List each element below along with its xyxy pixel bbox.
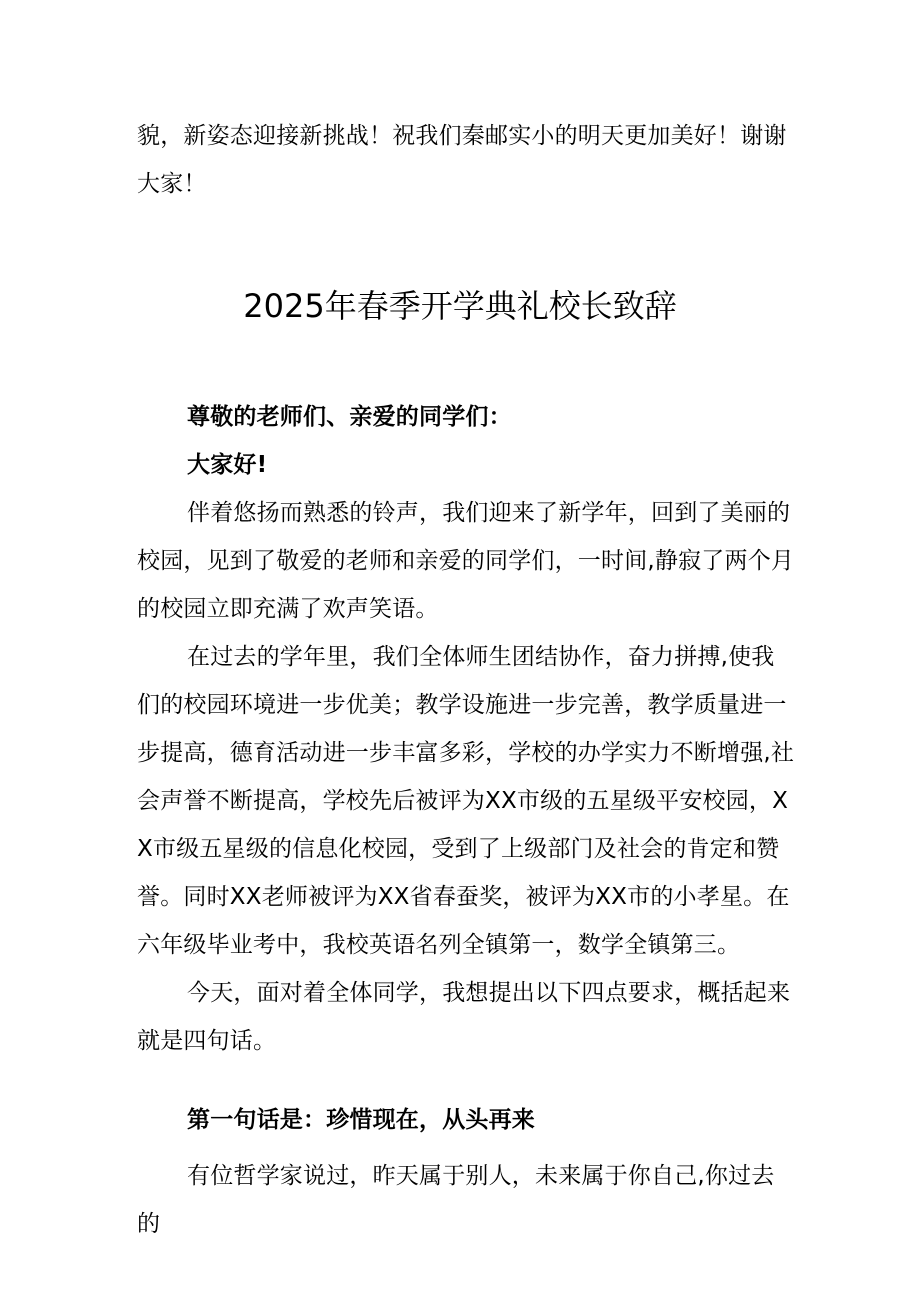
paragraph-requirements: 今天，面对着全体同学，我想提出以下四点要求，概括起来就是四句话。 (137, 980, 791, 1054)
paragraph-achievements: 在过去的学年里，我们全体师生团结协作，奋力拼搏,使我们的校园环境进一步优美；教学设施进一步完善，教学质量进一步提高，德育活动进一步丰富多彩，学校的办学实力不断增强,社会声誉不断提高，学校先后被评为XX市级的五星级平安校园，XX市级五星级的信息化校园，受到了上级部门及社会的肯定和赞誉。同时XX老师被评为XX省春蚕奖，被评为XX市的小孝星。在六年级毕业考中，我校英语名列全镇第一，数学全镇第三。 (137, 644, 795, 958)
greeting: 大家好! (187, 452, 268, 478)
previous-speech-closing: 貌，新姿态迎接新挑战！祝我们秦邮实小的明天更加美好！谢谢大家！ (137, 123, 787, 197)
paragraph-opening: 伴着悠扬而熟悉的铃声，我们迎来了新学年，回到了美丽的校园，见到了敬爱的老师和亲爱的同学们，一时间,静寂了两个月的校园立即充满了欢声笑语。 (137, 500, 795, 622)
section-heading: 第一句话是：珍惜现在，从头再来 (187, 1107, 535, 1133)
page-title: 2025年春季开学典礼校长致辞 (243, 287, 677, 325)
salutation: 尊敬的老师们、亲爱的同学们： (187, 404, 512, 430)
section-paragraph: 有位哲学家说过，昨天属于别人，未来属于你自己,你过去的 (137, 1163, 775, 1237)
